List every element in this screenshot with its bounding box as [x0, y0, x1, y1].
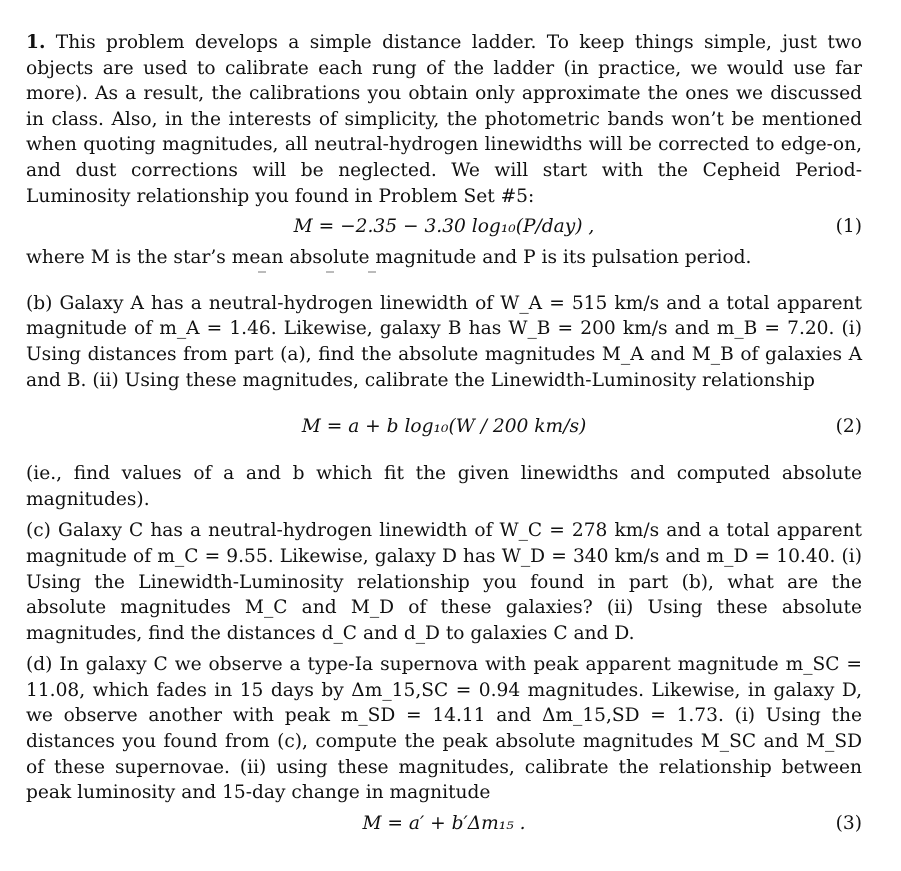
problem-number: 1. — [26, 32, 46, 53]
linewidth-luminosity-relation: M = a + b log₁₀(W / 200 km/s) — [301, 416, 587, 438]
cepheid-relation: M = −2.35 − 3.30 log₁₀(P/day) , — [293, 216, 595, 238]
intro-text: This problem develops a simple distance ladder. To keep things simple, just two objects are used to calibrate each rung of the ladder (in practice, we would use far more). As a result, the calibrations you obtain only approximate the ones we discussed in class. Also, in the interests of simplicity, the photometric bands won’t be mentioned when quoting magnitudes, all neutral-hydrogen linewidths will be corrected to edge-on, and dust corrections will be neglected. We will start with the Cepheid Period-Luminosity relationship you found in Problem Set #5: — [26, 32, 862, 207]
equation-number-2: (2) — [835, 416, 862, 438]
supernova-relation: M = a′ + b′Δm₁₅ . — [362, 812, 526, 834]
equation-1 — [26, 213, 862, 241]
part-d-text: (d) In galaxy C we observe a type-Ia supernova with peak apparent magnitude m_SC = 11.08, which fades in 15 days by Δm_15,SC = 0.94 magnitudes. Likewise, in galaxy D, we observe another with peak m_SD = 14.11 and Δm_15,SD = 1.73. (i) Using the distances you found from (c), compute the peak absolute magnitudes M_SC and M_SD of these supernovae. (ii) using these magnitudes, calibrate the relationship between peak luminosity and 15-day change in magnitude — [26, 654, 862, 804]
cropped-line-remnant — [26, 271, 862, 285]
equation-number-1: (1) — [835, 216, 862, 238]
problem-sheet — [26, 30, 862, 842]
equation-2 — [26, 413, 862, 441]
part-b-text: (b) Galaxy A has a neutral-hydrogen linewidth of W_A = 515 km/s and a total apparent magnitude of m_A = 1.46. Likewise, galaxy B has W_B = 200 km/s and m_B = 7.20. (i) Using distances from part (a), find the absolute magnitudes M_A and M_B of galaxies A and B. (ii) Using these magnitudes, calibrate the Linewidth-Luminosity relationship — [26, 292, 862, 391]
problem-intro — [26, 30, 862, 209]
eq1-explanation: where M is the star’s mean absolute magnitude and P is its pulsation period. — [26, 247, 752, 269]
equation-number-3: (3) — [835, 812, 862, 834]
part-c-text: (c) Galaxy C has a neutral-hydrogen linewidth of W_C = 278 km/s and a total apparent magnitude of m_C = 9.55. Likewise, galaxy D has W_D = 340 km/s and m_D = 10.40. (i) Using the Linewidth-Luminosity relationship you found in part (b), what are the absolute magnitudes M_C and M_D of these galaxies? (ii) Using these absolute magnitudes, find the distances d_C and d_D to galaxies C and D. — [26, 520, 862, 644]
equation-3 — [26, 810, 862, 838]
eq2-explanation: (ie., find values of a and b which fit the given linewidths and computed absolute magnitudes). — [26, 463, 862, 510]
